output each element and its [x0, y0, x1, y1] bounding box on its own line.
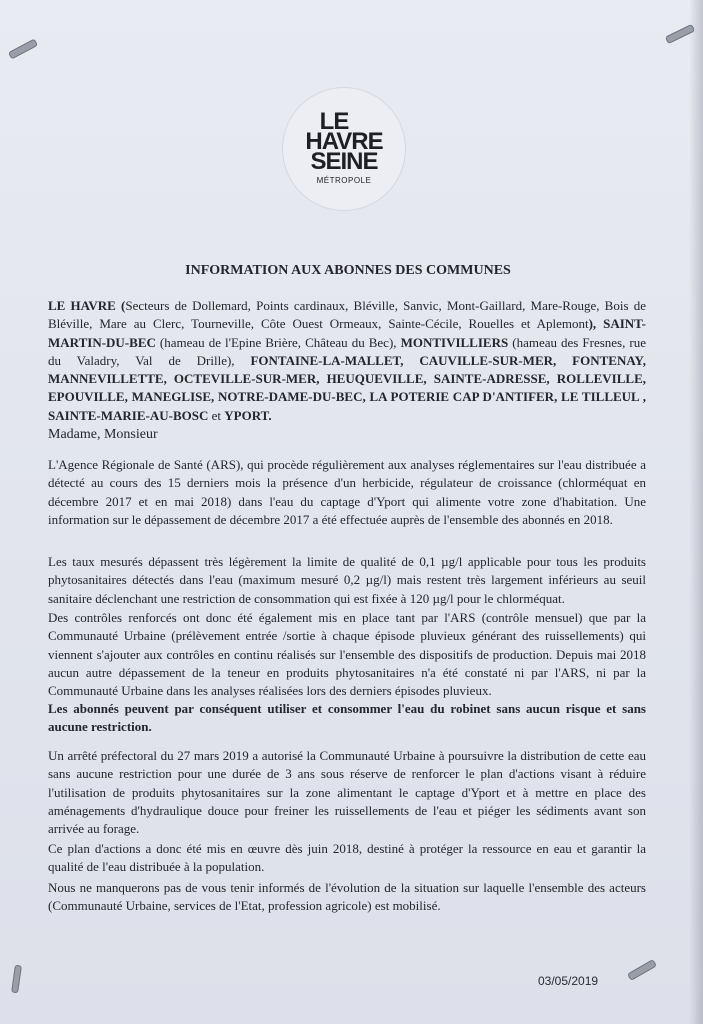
staple-icon [627, 959, 657, 981]
commune-detail: (hameau des Fresnes, rue du Valadry, Val de Drille), [48, 334, 646, 368]
logo-line: LE [319, 108, 349, 135]
paragraph: Ce plan d'actions a donc été mis en œuvre dès juin 2018, destiné à protéger la ressource en eau et garantir la qualité de l'eau distribuée à la population. [48, 841, 646, 875]
highlight-paragraph: Les abonnés peuvent par conséquent utiliser et consommer l'eau du robinet sans aucun risque et sans aucune restriction. [48, 701, 646, 735]
commune-detail: Secteurs de Dollemard, Points cardinaux, Bléville, Sanvic, Mont-Gaillard, Mare-Rouge, Bois de Bléville, Mare au Clerc, Tourneville, Côte Ouest Ormeaux, Sainte-Cécile, Rouelles et Aplemont [48, 298, 646, 332]
page-shadow [689, 0, 703, 1024]
paragraph: Un arrêté préfectoral du 27 mars 2019 a autorisé la Communauté Urbaine à poursuivre la distribution de cette eau sans aucune restriction pour une durée de 3 ans sous réserve de renforcer le plan d'actions visant à réduire l'utilisation de produits phytosanitaires sur la zone alimentant le captage d'Yport et à mettre en place des aménagements d'hydraulique douce pour freiner les ruissellements de l'eau et piéger les sédiments avant son arrivée au forage. [48, 748, 646, 837]
staple-icon [8, 38, 38, 59]
logo-line: SEINE [310, 148, 378, 175]
staple-icon [11, 965, 22, 994]
paragraph: Les taux mesurés dépassent très légèrement la limite de qualité de 0,1 µg/l applicable pour tous les produits phytosanitaires détectés dans l'eau (maximum mesuré 0,2 µg/l) mais restent très largement inférieurs au seuil sanitaire déclenchant une restriction de consommation qui est fixée à 120 µg/l pour le chlorméquat. [48, 554, 646, 606]
paragraph: Des contrôles renforcés ont donc été également mis en place tant par l'ARS (contrôle mensuel) que par la Communauté Urbaine (prélèvement entrée /sortie à chaque épisode pluvieux générant des ruissellements) qui viennent s'ajouter aux contrôles en continu réalisés sur l'ensemble des dispositifs de production. Depuis mai 2018 aucun autre dépassement de la teneur en produits phytosanitaires n'a été constaté ni par l'ARS, ni par la Communauté Urbaine dans les analyses réalisées lors des derniers épisodes pluvieux. [48, 610, 646, 699]
metropole-logo [283, 88, 405, 210]
commune-detail: (hameau de l'Epine Brière, Château du Bec), [155, 334, 401, 350]
document-date: 03/05/2019 [538, 974, 599, 988]
document-title: INFORMATION AUX ABONNES DES COMMUNES [185, 263, 511, 278]
paragraph: L'Agence Régionale de Santé (ARS), qui procède régulièrement aux analyses réglementaires sur l'eau distribuée a détecté au cours des 15 derniers mois la présence d'un herbicide, régulateur de croissance (chlorméquat en décembre 2017 et en mai 2018) dans l'eau du captage d'Yport qui alimente votre zone d'habitation. Une information sur le dépassement de décembre 2017 a été effectuée auprès de l'ensemble des abonnés en 2018. [48, 457, 646, 527]
commune-name: YPORT. [224, 407, 272, 423]
logo-line: HAVRE [305, 128, 383, 155]
commune-name: LE HAVRE ( [48, 298, 126, 313]
punctuation: ), [588, 316, 604, 332]
paragraph: Nous ne manquerons pas de vous tenir informés de l'évolution de la situation sur laquelle l'ensemble des acteurs (Communauté Urbaine, services de l'Etat, profession agricole) est mobilisé. [48, 880, 646, 914]
commune-names: FONTAINE-LA-MALLET, CAUVILLE-SUR-MER, FONTENAY, MANNEVILLETTE, OCTEVILLE-SUR-MER, HEUQUEVILLE, SAINTE-ADRESSE, ROLLEVILLE, EPOUVILLE, MANEGLISE, NOTRE-DAME-DU-BEC, LA POTERIE CAP D'ANTIFER, LE TILLEUL , SAINTE-MARIE-AU-BOSC [48, 352, 646, 423]
commune-name: SAINT-MARTIN-DU-BEC [48, 316, 646, 350]
commune-name: MONTIVILLIERS [400, 334, 509, 350]
logo-line: MÉTROPOLE [316, 176, 372, 185]
conjunction: et [208, 407, 225, 423]
salutation: Madame, Monsieur [48, 427, 158, 442]
communes-list [48, 297, 646, 425]
